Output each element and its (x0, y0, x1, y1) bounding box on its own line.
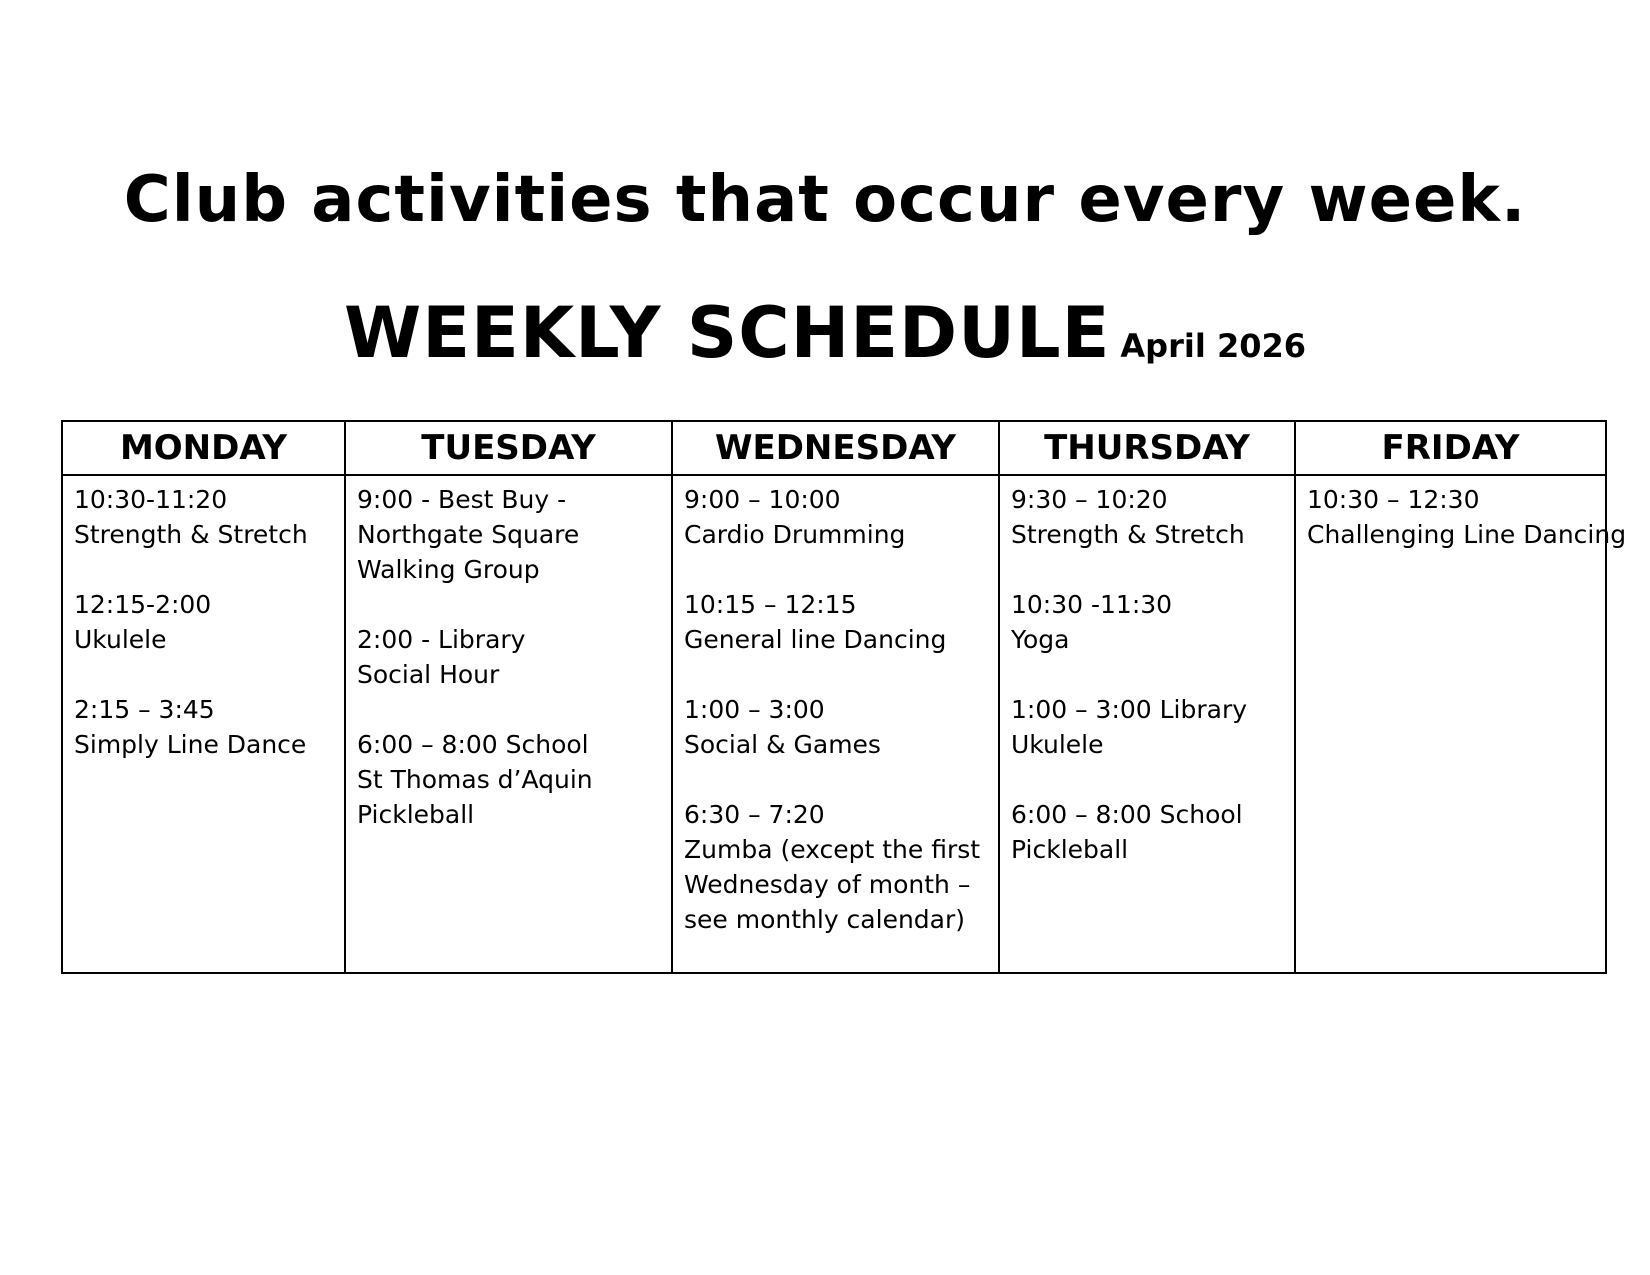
title-row (0, 290, 1650, 376)
activities-row (62, 475, 1606, 973)
activity-time: 10:15 – 12:15 (684, 590, 857, 619)
activity-time: 10:30 – 12:30 (1307, 485, 1480, 514)
activity-detail: Social Hour (357, 660, 500, 689)
activity-entry (1307, 482, 1627, 552)
day-cell (999, 475, 1295, 973)
activity-detail: Zumba (except the first (684, 835, 981, 864)
activity-detail: General line Dancing (684, 625, 947, 654)
day-cell (62, 475, 345, 973)
activity-time: 12:15-2:00 (74, 590, 212, 619)
activity-time: 10:30-11:20 (74, 485, 228, 514)
activity-entry (74, 482, 334, 552)
schedule-date: April 2026 (1120, 327, 1306, 365)
activity-detail: Social & Games (684, 730, 881, 759)
activity-detail: Strength & Stretch (74, 520, 308, 549)
day-header: TUESDAY (345, 421, 672, 475)
activity-detail: Ukulele (1011, 730, 1104, 759)
activity-detail: Ukulele (74, 625, 167, 654)
activity-entry (684, 692, 988, 762)
activity-time: 6:00 – 8:00 School (357, 730, 589, 759)
activity-time: 9:00 - Best Buy - (357, 485, 567, 514)
activity-detail: Simply Line Dance (74, 730, 307, 759)
activity-entry (684, 482, 988, 552)
day-cell (345, 475, 672, 973)
weekly-schedule-table (61, 420, 1627, 974)
activity-entry (74, 587, 334, 657)
activity-detail: Northgate Square (357, 520, 580, 549)
activity-detail: Walking Group (357, 555, 540, 584)
day-header: WEDNESDAY (672, 421, 999, 475)
activity-time: 10:30 -11:30 (1011, 590, 1173, 619)
day-header: FRIDAY (1295, 421, 1606, 475)
activity-detail: see monthly calendar) (684, 905, 966, 934)
activity-entry (357, 482, 661, 587)
activity-entry (1011, 482, 1284, 552)
activity-entry (357, 727, 661, 832)
activity-entry (1011, 587, 1284, 657)
activity-detail: Yoga (1011, 625, 1070, 654)
activity-time: 9:00 – 10:00 (684, 485, 841, 514)
activity-time: 6:30 – 7:20 (684, 800, 825, 829)
page-subtitle: Club activities that occur every week. (123, 163, 1527, 237)
day-header-row (62, 421, 1606, 475)
activity-time: 6:00 – 8:00 School (1011, 800, 1243, 829)
activity-time: 2:00 - Library (357, 625, 526, 654)
activity-time: 1:00 – 3:00 (684, 695, 825, 724)
activity-entry (684, 797, 988, 937)
activity-detail: Wednesday of month – (684, 870, 971, 899)
day-header: THURSDAY (999, 421, 1295, 475)
activity-entry (357, 622, 661, 692)
activity-detail: Strength & Stretch (1011, 520, 1245, 549)
page-title: WEEKLY SCHEDULE (344, 292, 1111, 374)
day-header: MONDAY (62, 421, 345, 475)
activity-time: 2:15 – 3:45 (74, 695, 215, 724)
activity-detail: Cardio Drumming (684, 520, 906, 549)
activity-detail: Pickleball (357, 800, 475, 829)
activity-entry (684, 587, 988, 657)
activity-entry (1011, 797, 1284, 867)
activity-detail: Challenging Line Dancing (1307, 520, 1627, 549)
activity-detail: St Thomas d’Aquin (357, 765, 593, 794)
activity-detail: Pickleball (1011, 835, 1129, 864)
activity-entry (1011, 692, 1284, 762)
activity-entry (74, 692, 334, 762)
activity-time: 1:00 – 3:00 Library (1011, 695, 1248, 724)
day-cell (672, 475, 999, 973)
activity-time: 9:30 – 10:20 (1011, 485, 1168, 514)
day-cell (1295, 475, 1627, 973)
